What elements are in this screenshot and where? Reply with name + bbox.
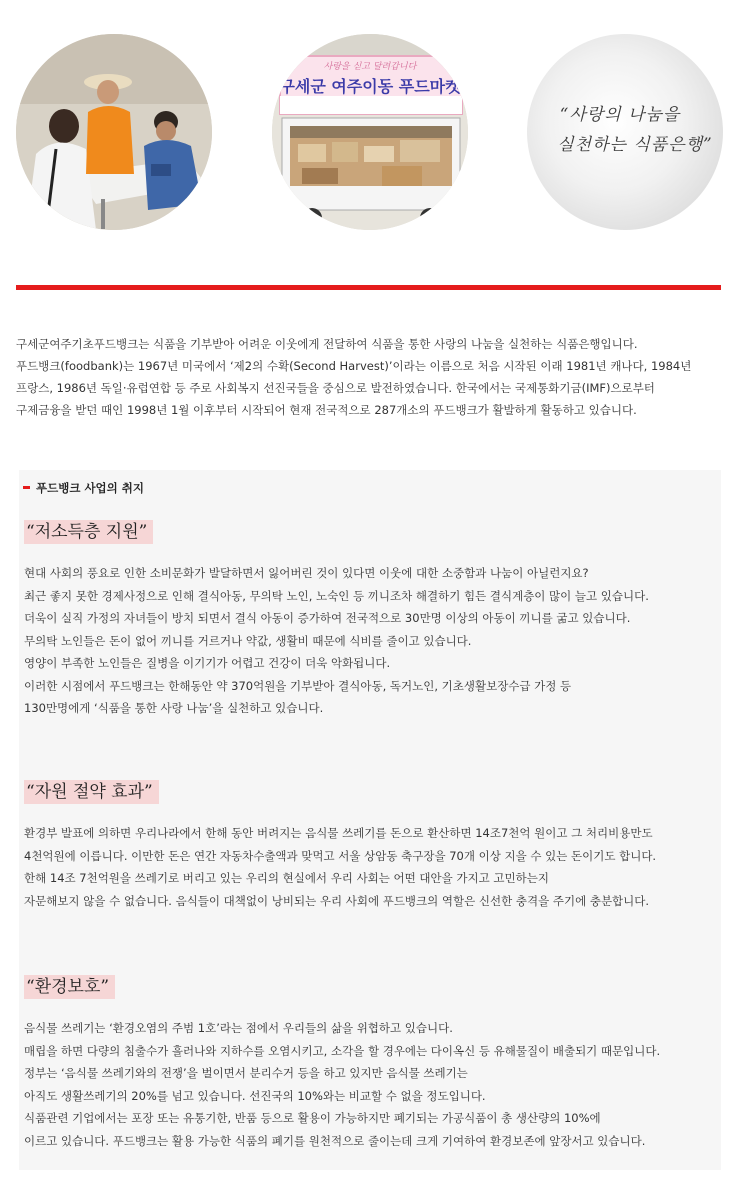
body-line: 이르고 있습니다. 푸드뱅크는 활용 가능한 식품의 폐기를 원천적으로 줄이는데 크게 기여하여 환경보존에 앞장서고 있습니다.	[24, 1133, 646, 1148]
body-line: 정부는 ‘음식물 쓰레기와의 전쟁’을 벌이면서 분리수거 등을 하고 있지만 음식물 쓰레기는	[24, 1066, 468, 1080]
body-line: 음식물 쓰레기는 ‘환경오염의 주범 1호’라는 점에서 우리들의 삶을 위협하고 있습니다.	[24, 1021, 453, 1035]
section-environment	[24, 975, 714, 1152]
panel-title-text: 푸드뱅크 사업의 취지	[36, 481, 144, 495]
intro-text	[16, 333, 721, 421]
body-line: 아직도 생활쓰레기의 20%를 넘고 있습니다. 선진국의 10%와는 비교할 수 없을 정도입니다.	[24, 1088, 486, 1103]
section-body	[24, 1017, 714, 1152]
body-line: 4천억원에 이릅니다. 이만한 돈은 연간 자동차수출액과 맞먹고 서울 상암동 축구장을 70개 이상 지을 수 있는 돈이기도 합니다.	[24, 848, 657, 863]
section-body	[24, 822, 714, 912]
body-line: 매립을 하면 다량의 침출수가 흘러나와 지하수를 오염시키고, 소각을 할 경우에는 다이옥신 등 유해물질이 배출되기 때문입니다.	[24, 1043, 661, 1058]
section-heading: “자원 절약 효과”	[24, 780, 159, 804]
body-line: 최근 좋지 못한 경제사정으로 인해 결식아동, 무의탁 노인, 노숙인 등 끼니조차 해결하기 힘든 결식계층이 많이 늘고 있습니다.	[24, 588, 649, 603]
intro-line: 푸드뱅크(foodbank)는 1967년 미국에서 ‘제2의 수확(Second Harvest)’이라는 이름으로 처음 시작된 이래 1981년 캐나다, 1984년	[16, 359, 692, 373]
slogan-text	[527, 100, 723, 160]
purpose-panel	[19, 470, 721, 1170]
slogan-line-1: “사랑의 나눔을	[559, 105, 681, 125]
body-line: 현대 사회의 풍요로 인한 소비문화가 발달하면서 잃어버린 것이 있다면 이웃에 대한 소중함과 나눔이 아닐런지요?	[24, 566, 589, 580]
body-line: 한해 14조 7천억원을 쓰레기로 버리고 있는 우리의 현실에서 우리 사회는 어떤 대안을 가지고 고민하는지	[24, 871, 549, 885]
slogan-badge	[527, 34, 723, 230]
red-bullet-icon	[23, 486, 30, 489]
slogan-line-2: 실천하는 식품은행”	[557, 135, 713, 155]
intro-line: 구제금융을 받던 때인 1998년 1월 이후부터 시작되어 현재 전국적으로 287개소의 푸드뱅크가 활발하게 활동하고 있습니다.	[16, 403, 637, 417]
section-heading: “저소득층 지원”	[24, 520, 153, 544]
section-low-income	[24, 520, 714, 720]
body-line: 130만명에게 ‘식품을 통한 사랑 나눔’을 실천하고 있습니다.	[24, 701, 324, 715]
body-line: 환경부 발표에 의하면 우리나라에서 한해 동안 버려지는 음식물 쓰레기를 돈으로 환산하면 14조7천억 원이고 그 처리비용만도	[24, 826, 653, 840]
volunteers-illustration	[16, 34, 212, 230]
body-line: 영양이 부족한 노인들은 질병을 이기기가 어렵고 건강이 더욱 악화됩니다.	[24, 656, 391, 670]
body-line: 더욱이 실직 가정의 자녀들이 방치 되면서 결식 아동이 증가하여 전국적으로 30만명 이상의 아동이 끼니를 굶고 있습니다.	[24, 611, 631, 625]
banner-main-text: 구세군 여주이동 푸드마켓	[279, 77, 461, 96]
section-heading: “환경보호”	[24, 975, 115, 999]
body-line: 식품관련 기업에서는 포장 또는 유통기한, 반품 등으로 활용이 가능하지만 폐기되는 가공식품이 총 생산량의 10%에	[24, 1111, 601, 1125]
food-market-truck-photo	[272, 34, 468, 230]
red-divider	[16, 285, 721, 290]
intro-line: 프랑스, 1986년 독일·유럽연합 등 주로 사회복지 선진국들을 중심으로 발전하였습니다. 한국에서는 국제통화기금(IMF)으로부터	[16, 381, 655, 395]
banner-top-text: 사랑을 싣고 달려갑니다	[323, 62, 417, 72]
intro-line: 구세군여주기초푸드뱅크는 식품을 기부받아 어려운 이웃에게 전달하여 식품을 통한 사랑의 나눔을 실천하는 식품은행입니다.	[16, 337, 638, 351]
body-line: 이러한 시점에서 푸드뱅크는 한해동안 약 370억원을 기부받아 결식아동, 독거노인, 기초생활보장수급 가정 등	[24, 678, 572, 693]
section-body	[24, 562, 714, 720]
section-resource-saving	[24, 780, 714, 912]
body-line: 자문해보지 않을 수 없습니다. 음식들이 대책없이 낭비되는 우리 사회에 푸드뱅크의 역할은 신선한 충격을 주기에 충분합니다.	[24, 893, 650, 908]
body-line: 무의탁 노인들은 돈이 없어 끼니를 거르거나 약값, 생활비 때문에 식비를 줄이고 있습니다.	[24, 633, 472, 648]
panel-title	[23, 480, 144, 496]
volunteers-photo	[16, 34, 212, 230]
